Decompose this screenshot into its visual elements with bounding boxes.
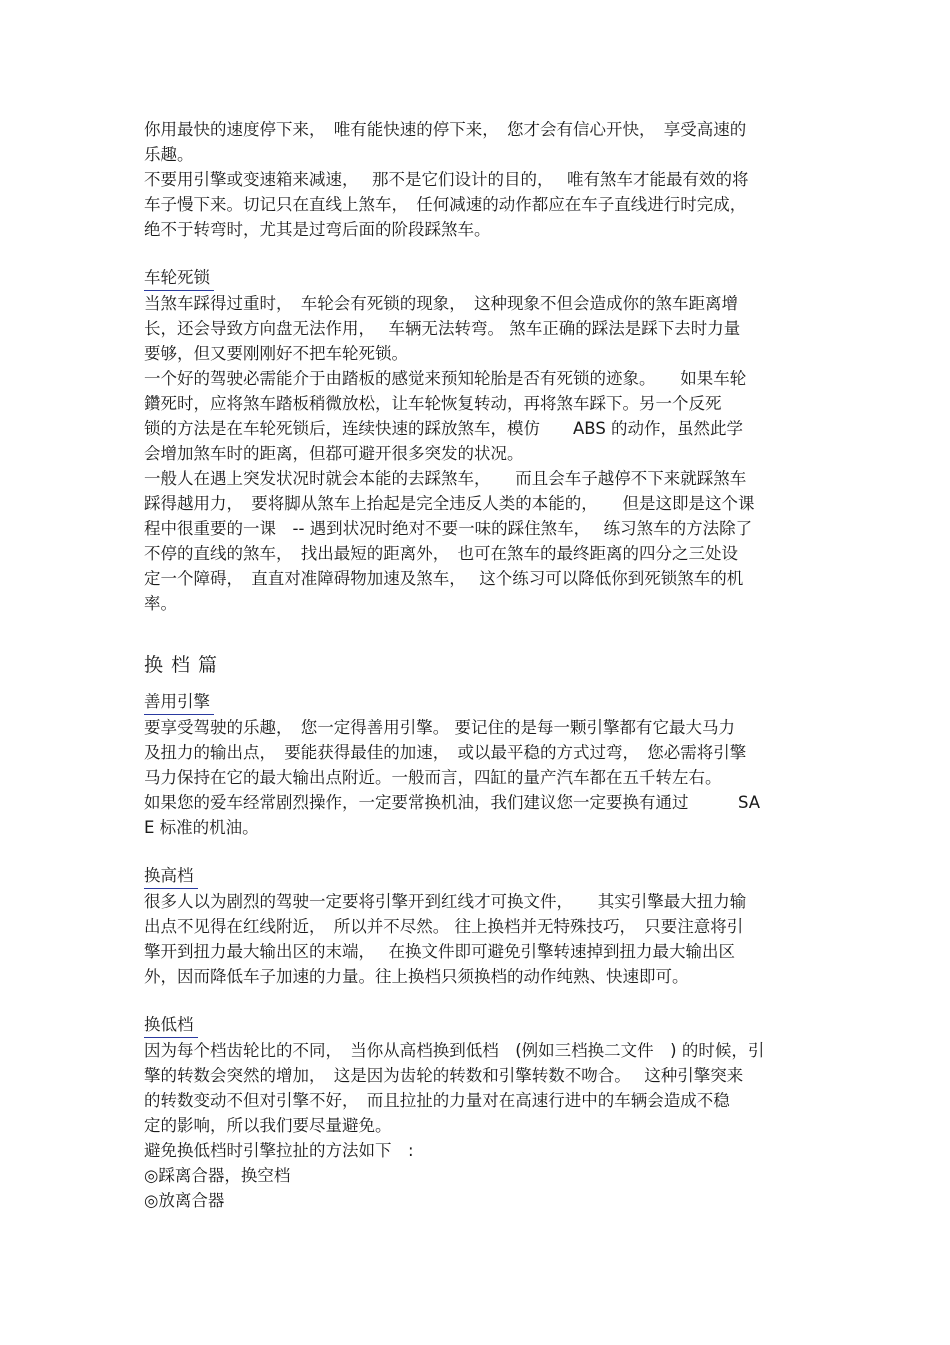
section-heading-wheel-lock: 车轮死锁 [144,266,214,291]
paragraph-line: 不停的直线的煞车， 找出最短的距离外， 也可在煞车的最终距离的四分之三处设 [144,544,738,563]
paragraph-line: 率。 [144,594,177,613]
paragraph-line: 出点不见得在红线附近， 所以并不尽然。 往上换档并无特殊技巧， 只要注意将引 [144,917,744,936]
paragraph-line: E 标准的机油。 [144,818,259,837]
paragraph-line: 定的影响，所以我们要尽量避免。 [144,1116,392,1135]
section-heading-engine: 善用引擎 [144,690,214,715]
paragraph-line: 如果您的爱车经常剧烈操作，一定要常换机油，我们建议您一定要换有通过 SA [144,793,761,812]
paragraph-line: 绝不于转弯时，尤其是过弯后面的阶段踩煞车。 [144,220,491,239]
list-item: ◎踩离合器，换空档 [144,1166,291,1185]
paragraph-line: 外，因而降低车子加速的力量。往上换档只须换档的动作纯熟、快速即可。 [144,967,689,986]
paragraph-line: 要够，但又要刚刚好不把车轮死锁。 [144,344,408,363]
paragraph-line: 当煞车踩得过重时， 车轮会有死锁的现象， 这种现象不但会造成你的煞车距离增 [144,294,738,313]
paragraph-line: 定一个障碍， 直直对准障碍物加速及煞车， 这个练习可以降低你到死锁煞车的机 [144,569,744,588]
paragraph-line: 擎开到扭力最大输出区的末端， 在换文件即可避免引擎转速掉到扭力最大输出区 [144,942,735,961]
paragraph-line: 不要用引擎或变速箱来减速， 那不是它们设计的目的， 唯有煞车才能最有效的将 [144,170,749,189]
paragraph-line: 及扭力的输出点， 要能获得最佳的加速， 或以最平稳的方式过弯， 您必需将引擎 [144,743,747,762]
paragraph-line: 因为每个档齿轮比的不同， 当你从高档换到低档 (例如三档换二文件 ) 的时候，引 [144,1041,765,1060]
paragraph-line: 鑽死时，应将煞车踏板稍微放松，让车轮恢复转动，再将煞车踩下。另一个反死 [144,394,722,413]
paragraph-line: 一个好的驾驶必需能介于由踏板的感觉来预知轮胎是否有死锁的迹象。 如果车轮 [144,369,747,388]
list-item: ◎放离合器 [144,1191,225,1210]
paragraph-line: 要享受驾驶的乐趣， 您一定得善用引擎。 要记住的是每一颗引擎都有它最大马力 [144,718,735,737]
paragraph-line: 长，还会导致方向盘无法作用， 车辆无法转弯。 煞车正确的踩法是踩下去时力量 [144,319,741,338]
section-heading-downshift: 换低档 [144,1013,198,1038]
paragraph-line: 避免换低档时引擎拉扯的方法如下 : [144,1141,414,1160]
paragraph-line: 你用最快的速度停下来， 唯有能快速的停下来， 您才会有信心开快， 享受高速的 [144,120,747,139]
paragraph-line: 程中很重要的一课 -- 遇到状况时绝对不要一味的踩住煞车， 练习煞车的方法除了 [144,519,753,538]
paragraph-line: 的转数变动不但对引擎不好， 而且拉扯的力量对在高速行进中的车辆会造成不稳 [144,1091,730,1110]
paragraph-line: 很多人以为剧烈的驾驶一定要将引擎开到红线才可换文件， 其实引擎最大扭力输 [144,892,747,911]
section-title: 换档篇 [144,654,226,676]
paragraph-line: 踩得越用力， 要将脚从煞车上抬起是完全违反人类的本能的， 但是这即是这个课 [144,494,755,513]
paragraph-line: 马力保持在它的最大输出点附近。一般而言，四缸的量产汽车都在五千转左右。 [144,768,722,787]
paragraph-line: 锁的方法是在车轮死锁后，连续快速的踩放煞车，模仿 ABS 的动作，虽然此学 [144,419,744,438]
section-heading-upshift: 换高档 [144,864,198,889]
paragraph-line: 擎的转数会突然的增加， 这是因为齿轮的转数和引擎转数不吻合。 这种引擎突来 [144,1066,744,1085]
paragraph-line: 乐趣。 [144,145,194,164]
paragraph-line: 一般人在遇上突发状况时就会本能的去踩煞车， 而且会车子越停不下来就踩煞车 [144,469,747,488]
paragraph-line: 车子慢下来。切记只在直线上煞车， 任何减速的动作都应在车子直线进行时完成， [144,195,747,214]
paragraph-line: 会增加煞车时的距离，但鄀可避开很多突发的状况。 [144,444,524,463]
